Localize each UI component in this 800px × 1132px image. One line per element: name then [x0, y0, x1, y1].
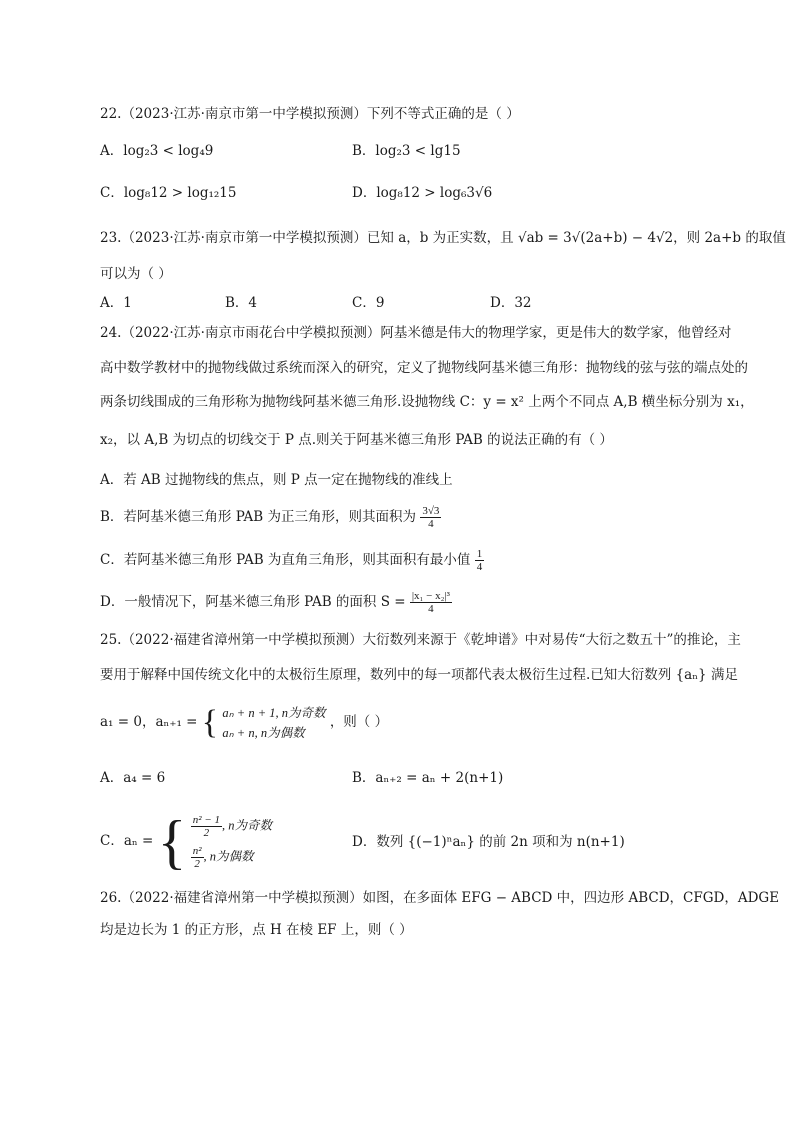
q24-option-d-denominator: 4 — [428, 603, 434, 615]
q23-option-a: A．1 — [100, 295, 132, 311]
q24-option-b-denominator: 4 — [428, 518, 434, 530]
q25-option-c-case-odd — [191, 814, 272, 839]
q24-option-b — [100, 500, 441, 534]
q24-option-b-text: B．若阿基米德三角形 PAB 为正三角形，则其面积为 — [100, 509, 417, 525]
q24-stem-line1: 24.（2022·江苏·南京市雨花台中学模拟预测）阿基米德是伟大的物理学家，更是伟大的数学家，他曾经对 — [100, 325, 732, 341]
q24-option-a: A．若 AB 过抛物线的焦点，则 P 点一定在抛物线的准线上 — [100, 472, 453, 488]
q25-recurrence-tail: ，则（ ） — [329, 714, 389, 730]
q24-option-c-denominator: 4 — [476, 561, 483, 573]
q24-option-d-fraction — [410, 590, 452, 615]
q24-option-d-numerator: |x₁ − x₂|³ — [411, 590, 450, 602]
q22-stem: 22.（2023·江苏·南京市第一中学模拟预测）下列不等式正确的是（ ） — [100, 106, 520, 122]
left-brace: { — [201, 703, 219, 741]
q24-option-d — [100, 585, 452, 619]
q23-option-c: C．9 — [352, 295, 385, 311]
q24-option-c — [100, 543, 484, 577]
q24-option-c-text: C．若阿基米德三角形 PAB 为直角三角形，则其面积有最小值 — [100, 552, 471, 568]
q24-stem-line2: 高中数学教材中的抛物线做过系统而深入的研究，定义了抛物线阿基米德三角形：抛物线的弦与弦的端点处的 — [100, 360, 748, 376]
q22-option-c: C．log₈12 > log₁₂15 — [100, 185, 237, 201]
q25-option-c-case-even-tail: , n为偶数 — [203, 848, 254, 863]
q25-stem-line2: 要用于解释中国传统文化中的太极衍生原理，数列中的每一项都代表太极衍生过程.已知大衍数列 {aₙ} 满足 — [100, 667, 738, 683]
q25-option-c-cases — [191, 814, 272, 870]
q24-option-c-numerator: 1 — [476, 548, 483, 560]
q23-option-b: B．4 — [225, 295, 258, 311]
q22-option-d: D．log₈12 > log₆3√6 — [352, 185, 493, 201]
q25-stem-line1: 25.（2022·福建省漳州第一中学模拟预测）大衍数列来源于《乾坤谱》中对易传“大衍之数五十”的推论，主 — [100, 632, 741, 648]
q25-option-c-case-odd-tail: , n为奇数 — [221, 817, 272, 832]
q25-option-c-frac-odd-den: 2 — [203, 826, 210, 839]
q25-option-c — [100, 806, 272, 876]
q25-recurrence-lead: a₁ = 0，aₙ₊₁ = — [100, 714, 198, 730]
q23-option-d: D．32 — [490, 295, 532, 311]
q24-option-c-fraction — [475, 548, 485, 573]
q26-stem-line2: 均是边长为 1 的正方形，点 H 在棱 EF 上，则（ ） — [100, 922, 413, 938]
q24-stem-line4: x₂，以 A,B 为切点的切线交于 P 点.则关于阿基米德三角形 PAB 的说法正确的有（ ） — [100, 432, 613, 448]
q25-option-c-frac-odd — [191, 814, 222, 839]
q25-option-d: D．数列 {(−1)ⁿaₙ} 的前 2n 项和为 n(n+1) — [352, 834, 625, 850]
q24-option-d-text: D．一般情况下，阿基米德三角形 PAB 的面积 S = — [100, 594, 406, 610]
left-brace: { — [157, 808, 187, 875]
q26-stem-line1: 26.（2022·福建省漳州第一中学模拟预测）如图，在多面体 EFG − ABCD 中，四边形 ABCD，CFGD，ADGE — [100, 890, 780, 906]
q25-option-c-frac-even-den: 2 — [194, 857, 200, 870]
q24-option-b-fraction — [420, 505, 441, 530]
q25-option-c-case-even — [191, 845, 272, 870]
q25-case-even: aₙ + n, n为偶数 — [222, 725, 305, 740]
q25-option-c-lead: C．aₙ = — [100, 833, 154, 849]
q25-case-odd: aₙ + n + 1, n为奇数 — [222, 705, 326, 720]
q24-stem-line3: 两条切线围成的三角形称为抛物线阿基米德三角形.设抛物线 C：y = x² 上两个不同点 A,B 横坐标分别为 x₁， — [100, 394, 754, 410]
q22-option-b: B．log₂3 < lg15 — [352, 143, 461, 159]
q22-option-a: A．log₂3 < log₄9 — [100, 143, 214, 159]
q25-cases — [222, 703, 325, 743]
q25-option-c-frac-even — [191, 845, 204, 870]
q25-option-a: A．a₄ = 6 — [100, 770, 166, 786]
q25-option-c-frac-even-num: n² — [192, 844, 202, 857]
q25-recurrence — [100, 698, 388, 746]
q23-stem-line1: 23.（2023·江苏·南京市第一中学模拟预测）已知 a，b 为正实数，且 √ab = 3√(2a+b) − 4√2，则 2a+b 的取值 — [100, 230, 786, 246]
q24-option-b-numerator: 3√3 — [422, 505, 440, 517]
q23-stem-line2: 可以为（ ） — [100, 266, 172, 282]
q25-option-b: B．aₙ₊₂ = aₙ + 2(n+1) — [352, 770, 504, 786]
q25-option-c-frac-odd-num: n² − 1 — [192, 813, 220, 826]
